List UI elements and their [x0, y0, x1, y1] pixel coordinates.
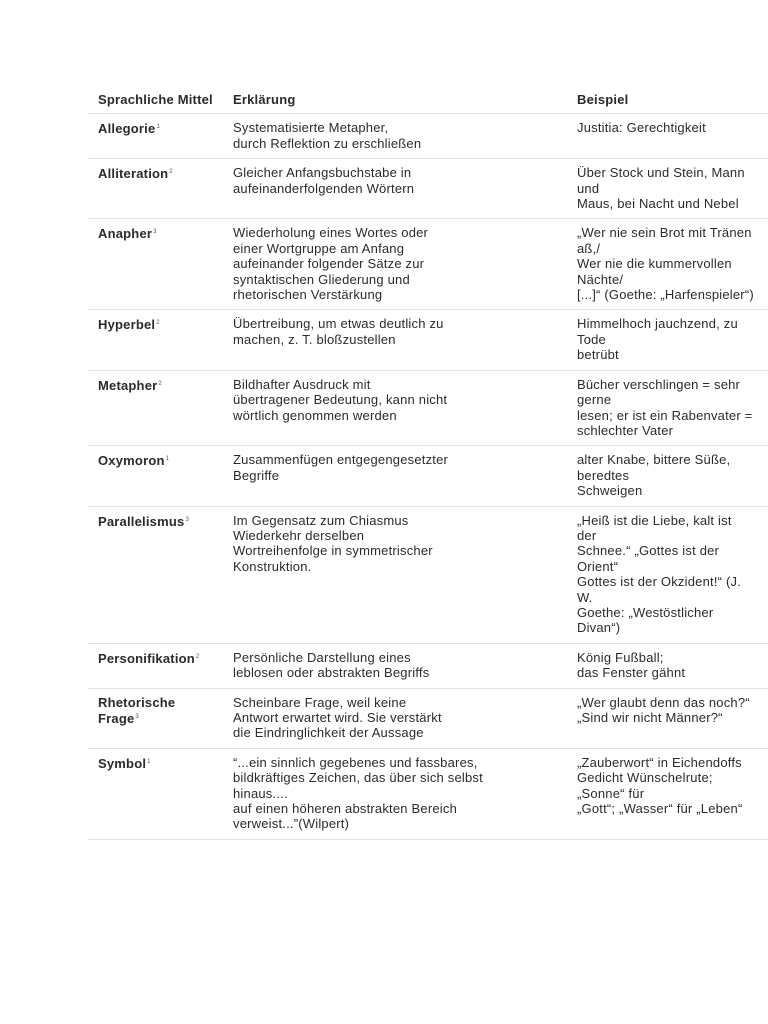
- footnote-marker: 2: [156, 320, 160, 327]
- explanation-line: Im Gegensatz zum Chiasmus: [233, 512, 409, 528]
- term-label: Hyperbel: [98, 317, 156, 333]
- table-row: [88, 370, 768, 446]
- term-label: Alliteration: [98, 166, 169, 182]
- example-line: gerne: [577, 392, 612, 408]
- explanation-line: “...ein sinnlich gegebenes und fassbares,: [233, 754, 478, 770]
- explanation-cell: [223, 310, 567, 370]
- explanation-line: leblosen oder abstrakten Begriffs: [233, 665, 430, 681]
- example-line: W.: [577, 589, 593, 605]
- explanation-line: rhetorischen Verstärkung: [233, 287, 383, 303]
- example-line: Gedicht Wünschelrute;: [577, 770, 713, 786]
- table-row: [88, 159, 768, 219]
- footnote-marker: 1: [165, 456, 170, 463]
- explanation-cell: [223, 370, 567, 446]
- term-cell: [88, 506, 223, 643]
- example-cell: [567, 643, 768, 688]
- example-cell: [567, 219, 768, 310]
- explanation-line: übertragener Bedeutung, kann nicht: [233, 392, 448, 408]
- table-row: [88, 643, 768, 688]
- footnote-marker: 3: [153, 229, 157, 236]
- footnote-marker: 1: [147, 758, 151, 765]
- example-cell: [567, 506, 768, 643]
- explanation-line: bildkräftiges Zeichen, das über sich selbst: [233, 770, 483, 786]
- example-line: schlechter Vater: [577, 422, 674, 438]
- explanation-line: Antwort erwartet wird. Sie verstärkt: [233, 710, 442, 725]
- example-line: lesen; er ist ein Rabenvater =: [577, 407, 753, 423]
- example-line: „Gott“; „Wasser“ für „Leben“: [577, 801, 743, 817]
- term-label: Rhetorische Frage: [98, 694, 176, 726]
- example-line: Über Stock und Stein, Mann: [577, 165, 745, 181]
- example-line: und: [577, 180, 600, 196]
- stylistic-devices-table: [88, 86, 768, 840]
- explanation-cell: [223, 219, 567, 310]
- footnote-marker: 3: [185, 516, 189, 523]
- term-cell: [88, 446, 223, 506]
- term-label: Parallelismus: [98, 513, 185, 529]
- example-line: Maus, bei Nacht und Nebel: [577, 196, 739, 212]
- footnote-marker: 3: [135, 714, 139, 720]
- footnote-marker: 2: [158, 380, 162, 387]
- term-label: Personifikation: [98, 650, 195, 666]
- term-cell: [88, 114, 223, 159]
- example-line: „Heiß ist die Liebe, kalt ist: [577, 512, 732, 528]
- explanation-line: Wiederholung eines Wortes oder: [233, 225, 429, 241]
- explanation-line: aufeinanderfolgenden Wörtern: [233, 180, 415, 196]
- explanation-cell: [223, 748, 567, 839]
- explanation-line: Persönliche Darstellung eines: [233, 649, 411, 665]
- explanation-line: Gleicher Anfangsbuchstabe in: [233, 165, 412, 181]
- example-line: König Fußball;: [577, 649, 664, 665]
- example-cell: [567, 310, 768, 370]
- example-line: Tode: [577, 331, 606, 347]
- explanation-line: Wiederkehr derselben: [233, 527, 365, 543]
- explanation-line: verweist...”(Wilpert): [233, 816, 350, 832]
- explanation-line: die Eindringlichkeit der Aussage: [233, 725, 424, 741]
- footnote-marker: 1: [156, 124, 160, 131]
- example-line: Himmelhoch jauchzend, zu: [577, 316, 738, 332]
- example-cell: [567, 688, 768, 748]
- example-line: Wer nie die kummervollen: [577, 256, 732, 272]
- explanation-line: Bildhafter Ausdruck mit: [233, 376, 371, 392]
- explanation-cell: [223, 688, 567, 748]
- example-line: Bücher verschlingen = sehr: [577, 376, 741, 392]
- explanation-cell: [223, 114, 567, 159]
- explanation-line: durch Reflektion zu erschließen: [233, 135, 422, 151]
- term-cell: [88, 643, 223, 688]
- term-cell: [88, 748, 223, 839]
- explanation-line: einer Wortgruppe am Anfang: [233, 240, 405, 256]
- explanation-line: syntaktischen Gliederung und: [233, 271, 410, 287]
- example-line: alter Knabe, bittere Süße,: [577, 452, 731, 468]
- term-cell: [88, 688, 223, 748]
- explanation-line: Zusammenfügen entgegengesetzter: [233, 452, 449, 468]
- term-label: Metapher: [98, 377, 158, 393]
- example-line: Justitia: Gerechtigkeit: [577, 120, 706, 136]
- example-line: „Sonne“ für: [577, 785, 645, 801]
- term-cell: [88, 159, 223, 219]
- explanation-line: aufeinander folgender Sätze zur: [233, 256, 425, 272]
- term-label: Anapher: [98, 226, 153, 242]
- term-label: Symbol: [98, 755, 147, 771]
- term-label: Oxymoron: [98, 453, 165, 469]
- explanation-line: Übertreibung, um etwas deutlich zu: [233, 316, 444, 332]
- example-line: [...]“ (Goethe: „Harfenspieler“): [577, 287, 754, 303]
- example-cell: [567, 159, 768, 219]
- example-line: Schnee.“ „Gottes ist der: [577, 543, 720, 559]
- example-line: Divan“): [577, 620, 621, 636]
- explanation-cell: [223, 643, 567, 688]
- example-line: „Wer glaubt denn das noch?“: [577, 694, 750, 710]
- example-line: Goethe: „Westöstlicher: [577, 604, 714, 620]
- table-row: [88, 114, 768, 159]
- example-cell: [567, 370, 768, 446]
- term-label: Allegorie: [98, 121, 156, 137]
- term-cell: [88, 310, 223, 370]
- table-header: [88, 86, 768, 114]
- example-line: der: [577, 527, 597, 543]
- table-row: [88, 310, 768, 370]
- header-beispiel: Beispiel: [567, 86, 768, 114]
- example-line: das Fenster gähnt: [577, 665, 686, 681]
- footnote-marker: 2: [195, 653, 200, 660]
- explanation-line: Systematisierte Metapher,: [233, 120, 389, 136]
- explanation-cell: [223, 446, 567, 506]
- term-cell: [88, 370, 223, 446]
- table-row: [88, 446, 768, 506]
- example-line: Orient“: [577, 558, 619, 574]
- footnote-marker: 2: [169, 169, 173, 176]
- explanation-line: machen, z. T. bloßzustellen: [233, 331, 396, 347]
- header-erklaerung: Erklärung: [223, 86, 567, 114]
- example-line: Gottes ist der Okzident!“ (J.: [577, 574, 742, 590]
- explanation-line: wörtlich genommen werden: [233, 407, 397, 423]
- example-line: „Sind wir nicht Männer?“: [577, 710, 723, 725]
- explanation-line: Begriffe: [233, 467, 280, 483]
- example-line: Schweigen: [577, 483, 643, 499]
- explanation-line: Wortreihenfolge in symmetrischer: [233, 543, 433, 559]
- example-line: aß,/: [577, 240, 601, 256]
- table-row: [88, 506, 768, 643]
- explanation-line: hinaus....: [233, 785, 288, 801]
- header-sprachliche-mittel: Sprachliche Mittel: [88, 86, 223, 114]
- example-line: beredtes: [577, 467, 630, 483]
- example-line: betrübt: [577, 347, 619, 363]
- table-row: [88, 219, 768, 310]
- explanation-line: auf einen höheren abstrakten Bereich: [233, 801, 458, 817]
- explanation-cell: [223, 159, 567, 219]
- explanation-cell: [223, 506, 567, 643]
- explanation-line: Scheinbare Frage, weil keine: [233, 694, 407, 710]
- example-cell: [567, 446, 768, 506]
- header-row: [88, 86, 768, 114]
- example-line: Nächte/: [577, 271, 624, 287]
- term-cell: [88, 219, 223, 310]
- example-line: „Wer nie sein Brot mit Tränen: [577, 225, 752, 241]
- example-line: „Zauberwort“ in Eichendoffs: [577, 754, 742, 770]
- table-row: [88, 688, 768, 748]
- example-cell: [567, 748, 768, 839]
- table-body: [88, 114, 768, 839]
- example-cell: [567, 114, 768, 159]
- table-row: [88, 748, 768, 839]
- explanation-line: Konstruktion.: [233, 558, 312, 574]
